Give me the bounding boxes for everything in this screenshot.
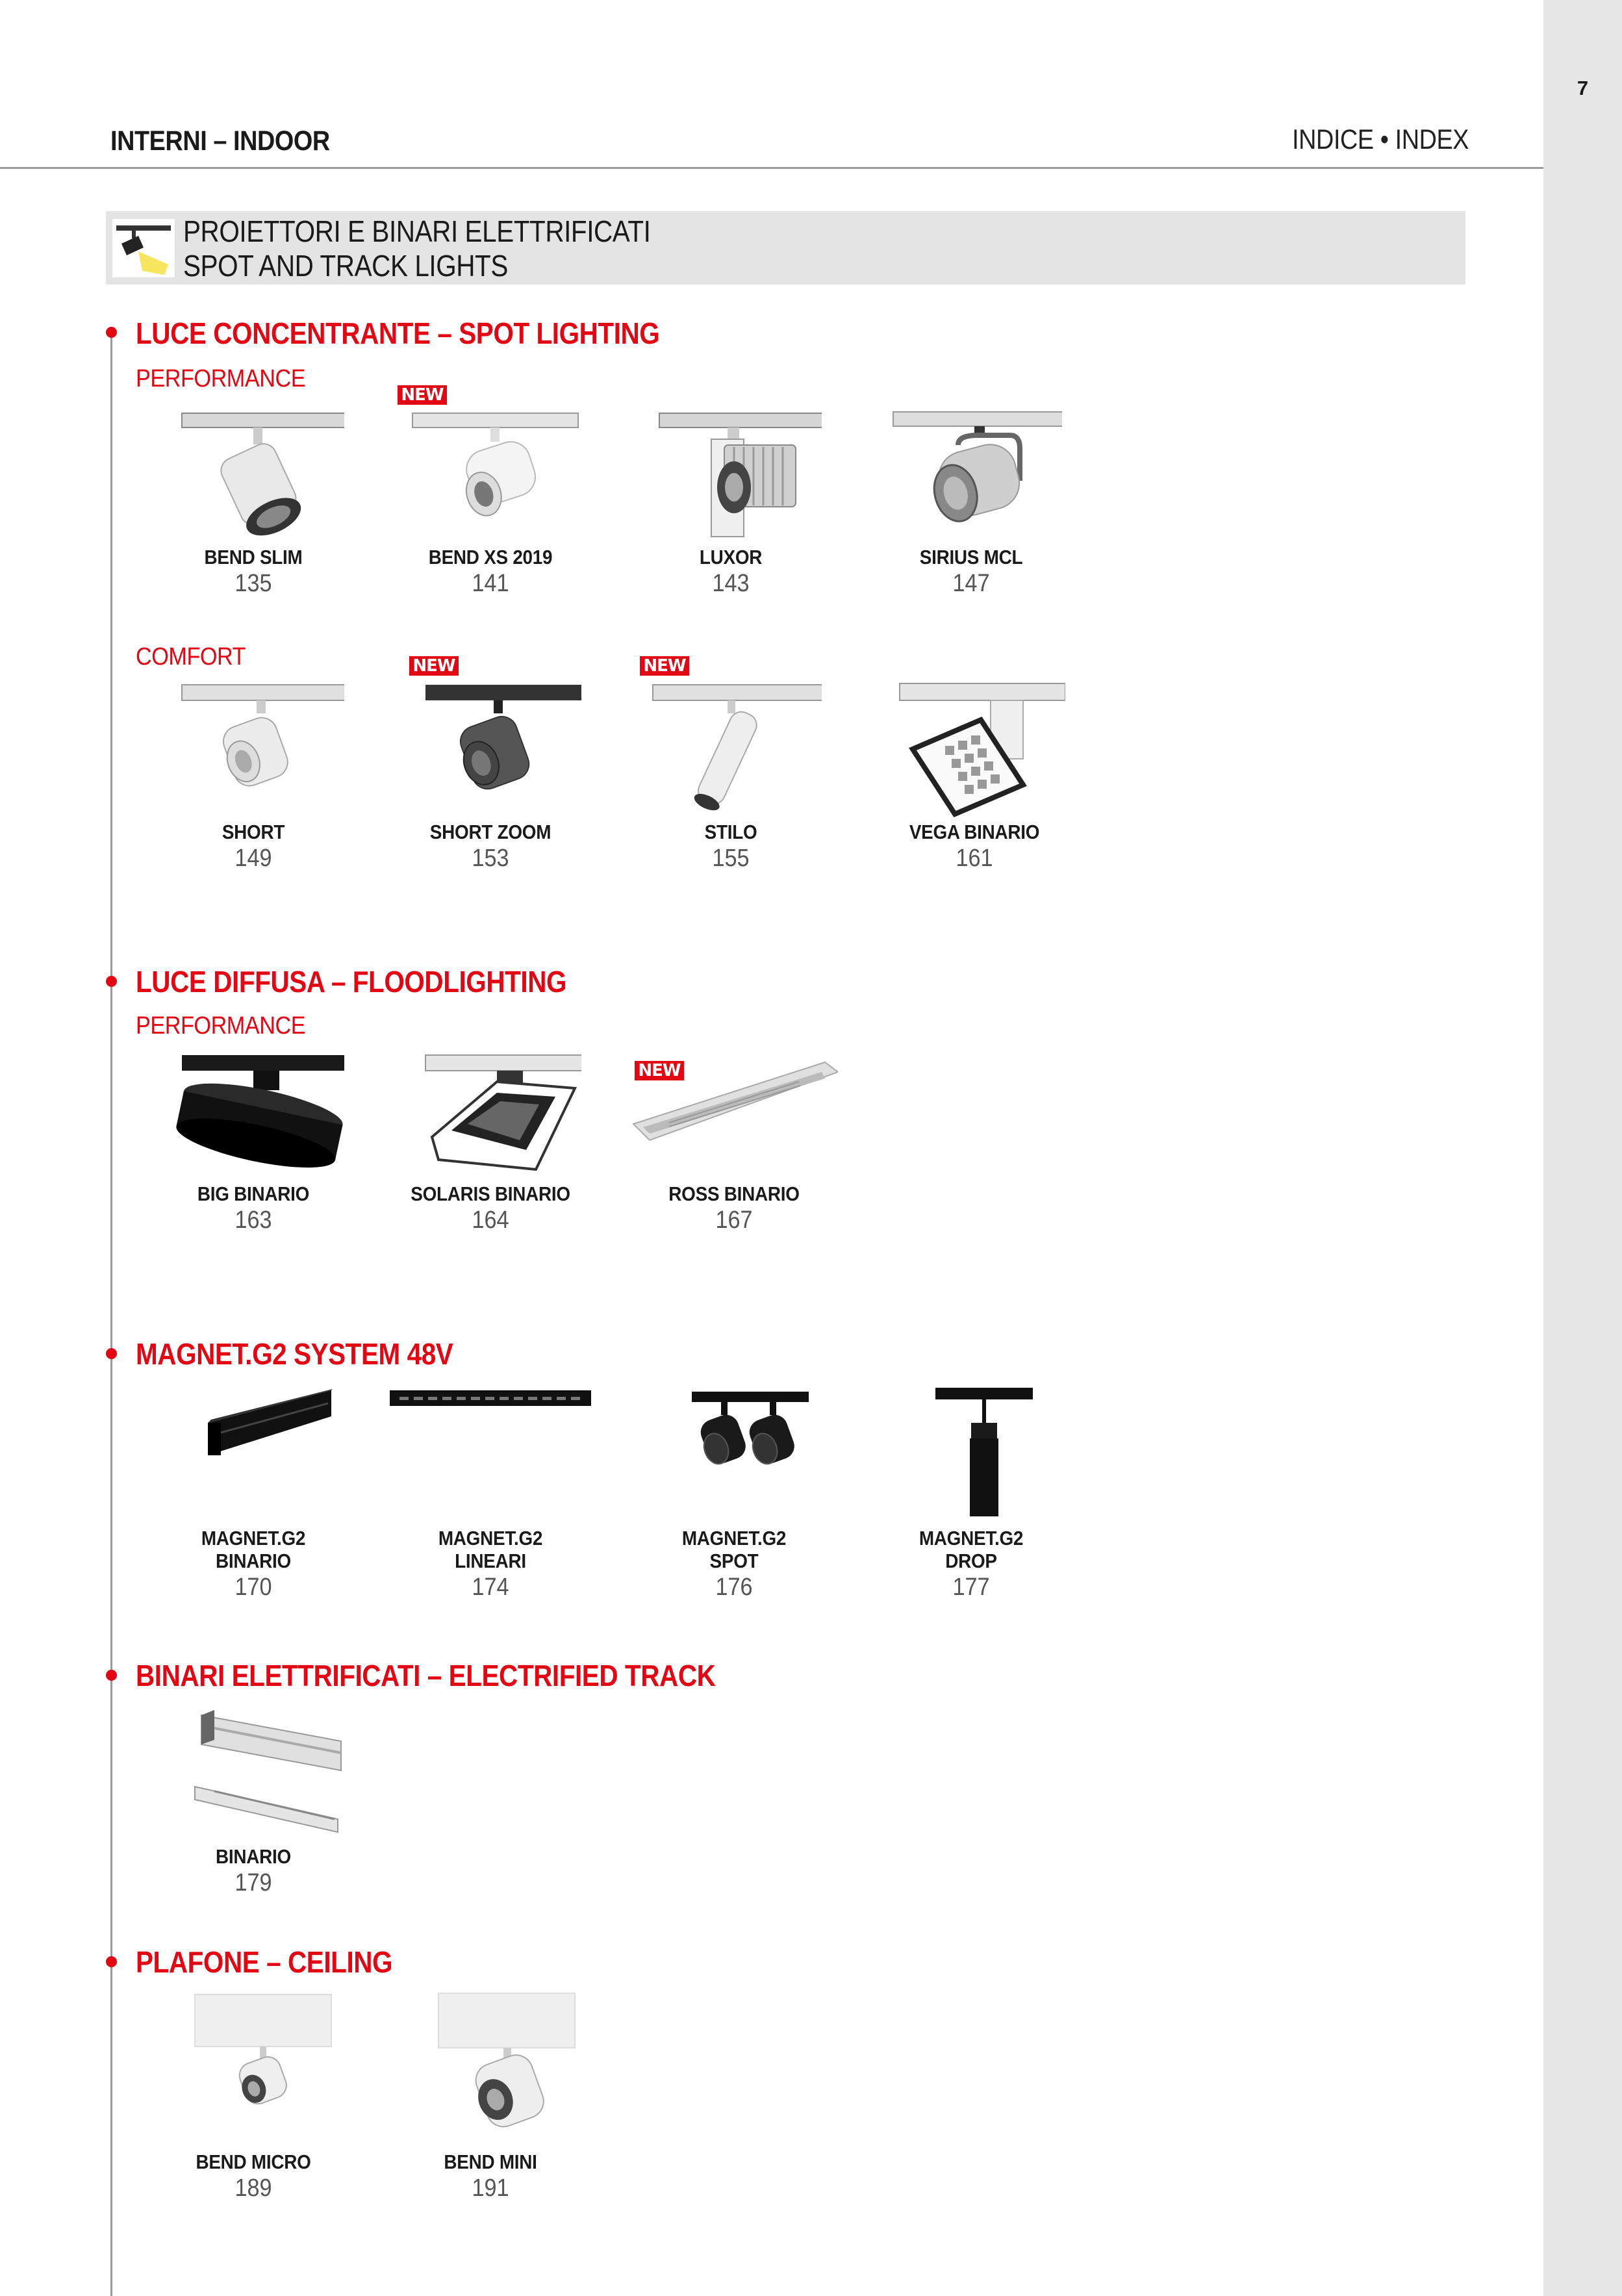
banner-title — [183, 214, 650, 283]
short-zoom-image — [399, 681, 581, 821]
new-badge: NEW — [409, 656, 459, 676]
product-sirius-mcl[interactable] — [867, 409, 1075, 598]
product-page: 164 — [472, 1206, 509, 1234]
subsection-performance: PERFORMANCE — [136, 365, 306, 392]
product-page: 170 — [234, 1574, 272, 1601]
header-index-link[interactable]: INDICE • INDEX — [1291, 124, 1469, 155]
stilo-image — [640, 681, 822, 821]
product-bend-mini[interactable] — [386, 1988, 594, 2203]
short-image — [162, 681, 344, 821]
product-magnet-g2-drop[interactable] — [867, 1384, 1075, 1602]
section-title-flood: LUCE DIFFUSA – FLOODLIGHTING — [136, 965, 567, 999]
product-name: BIG BINARIO — [197, 1182, 310, 1205]
bend-micro-image — [162, 1988, 344, 2150]
sirius-mcl-image — [880, 409, 1062, 546]
solaris-binario-image — [399, 1052, 581, 1182]
product-short-zoom[interactable] — [386, 681, 594, 873]
product-name-line1: MAGNET.G2 — [919, 1527, 1024, 1550]
product-page: 163 — [234, 1206, 272, 1234]
product-magnet-g2-lineari[interactable] — [386, 1384, 594, 1602]
section-bullet — [106, 976, 117, 987]
section-title-magnet: MAGNET.G2 SYSTEM 48V — [136, 1337, 453, 1371]
section-title-ceiling: PLAFONE – CEILING — [136, 1945, 393, 1979]
product-page: 135 — [234, 570, 272, 597]
new-badge: NEW — [635, 1061, 684, 1080]
product-magnet-g2-spot[interactable] — [630, 1384, 838, 1602]
product-page: 191 — [472, 2175, 509, 2202]
product-name: BINARIO — [216, 1845, 291, 1868]
section-bullet — [106, 1670, 117, 1681]
product-page: 177 — [952, 1574, 990, 1601]
product-name-line2: DROP — [945, 1550, 997, 1572]
bend-slim-image — [162, 409, 344, 546]
product-page: 155 — [712, 845, 750, 872]
product-name: BEND MICRO — [196, 2150, 311, 2173]
header-section-title: INTERNI – INDOOR — [110, 125, 330, 157]
product-page: 189 — [234, 2175, 272, 2202]
new-badge: NEW — [398, 385, 447, 405]
magnet-drop-image — [880, 1384, 1062, 1527]
ross-binario-image — [630, 1052, 838, 1182]
product-magnet-g2-binario[interactable] — [149, 1384, 357, 1602]
big-binario-image — [162, 1052, 344, 1182]
product-ross-binario[interactable] — [630, 1052, 838, 1235]
product-page: 174 — [472, 1574, 509, 1601]
product-bend-xs-2019[interactable] — [386, 409, 594, 598]
vertical-guide-line — [110, 328, 112, 2296]
product-luxor[interactable] — [627, 409, 835, 598]
product-name-line1: MAGNET.G2 — [201, 1527, 306, 1550]
magnet-spot-image — [643, 1384, 825, 1527]
banner-title-line2: SPOT AND TRACK LIGHTS — [183, 249, 508, 283]
product-stilo[interactable] — [627, 681, 835, 873]
subsection-comfort: COMFORT — [136, 643, 246, 670]
product-name-line2: LINEARI — [455, 1550, 526, 1572]
magnet-lineari-image — [386, 1384, 594, 1527]
page-number: 7 — [1577, 77, 1589, 99]
product-binario[interactable] — [149, 1702, 357, 1898]
luxor-image — [640, 409, 822, 546]
section-bullet — [106, 1956, 117, 1967]
section-title-spot: LUCE CONCENTRANTE – SPOT LIGHTING — [136, 316, 660, 350]
product-bend-slim[interactable] — [149, 409, 357, 598]
product-name: SOLARIS BINARIO — [411, 1182, 570, 1205]
product-page: 167 — [715, 1206, 753, 1234]
product-name: BEND XS 2019 — [428, 546, 553, 568]
section-bullet — [106, 327, 117, 338]
bend-mini-image — [399, 1988, 581, 2150]
product-page: 176 — [715, 1574, 753, 1601]
product-page: 143 — [712, 570, 750, 597]
header-divider — [0, 167, 1543, 169]
product-vega-binario[interactable] — [870, 681, 1078, 873]
product-page: 179 — [234, 1869, 272, 1896]
category-banner — [106, 211, 1465, 285]
product-name: LUXOR — [699, 546, 763, 568]
magnet-binario-image — [162, 1384, 344, 1527]
product-page: 153 — [472, 845, 509, 872]
subsection-performance: PERFORMANCE — [136, 1012, 306, 1040]
product-name-line1: MAGNET.G2 — [438, 1527, 543, 1550]
product-name-line1: MAGNET.G2 — [681, 1527, 787, 1550]
vega-binario-image — [883, 681, 1065, 821]
product-short[interactable] — [149, 681, 357, 873]
product-name-line2: BINARIO — [216, 1550, 291, 1572]
banner-title-line1: PROIETTORI E BINARI ELETTRIFICATI — [183, 214, 651, 248]
product-name-line2: SPOT — [709, 1550, 759, 1572]
product-bend-micro[interactable] — [149, 1988, 357, 2203]
product-name: STILO — [704, 821, 757, 843]
spotlight-icon — [112, 219, 175, 277]
section-bullet — [106, 1348, 117, 1359]
page-sidebar — [1543, 0, 1622, 2296]
product-name: BEND SLIM — [204, 546, 303, 568]
product-page: 141 — [472, 570, 509, 597]
product-solaris-binario[interactable] — [386, 1052, 594, 1235]
section-title-track: BINARI ELETTRIFICATI – ELECTRIFIED TRACK — [136, 1659, 716, 1692]
product-page: 149 — [234, 845, 272, 872]
product-page: 147 — [952, 570, 990, 597]
product-big-binario[interactable] — [149, 1052, 357, 1235]
new-badge: NEW — [640, 656, 689, 676]
product-name: SHORT ZOOM — [429, 821, 551, 843]
product-name: SIRIUS MCL — [919, 546, 1023, 568]
product-name: VEGA BINARIO — [909, 821, 1040, 843]
product-name: ROSS BINARIO — [668, 1182, 800, 1205]
product-name: BEND MINI — [444, 2150, 537, 2173]
product-page: 161 — [956, 845, 993, 872]
product-name: SHORT — [222, 821, 285, 843]
bend-xs-image — [399, 409, 581, 546]
binario-image — [162, 1702, 344, 1845]
